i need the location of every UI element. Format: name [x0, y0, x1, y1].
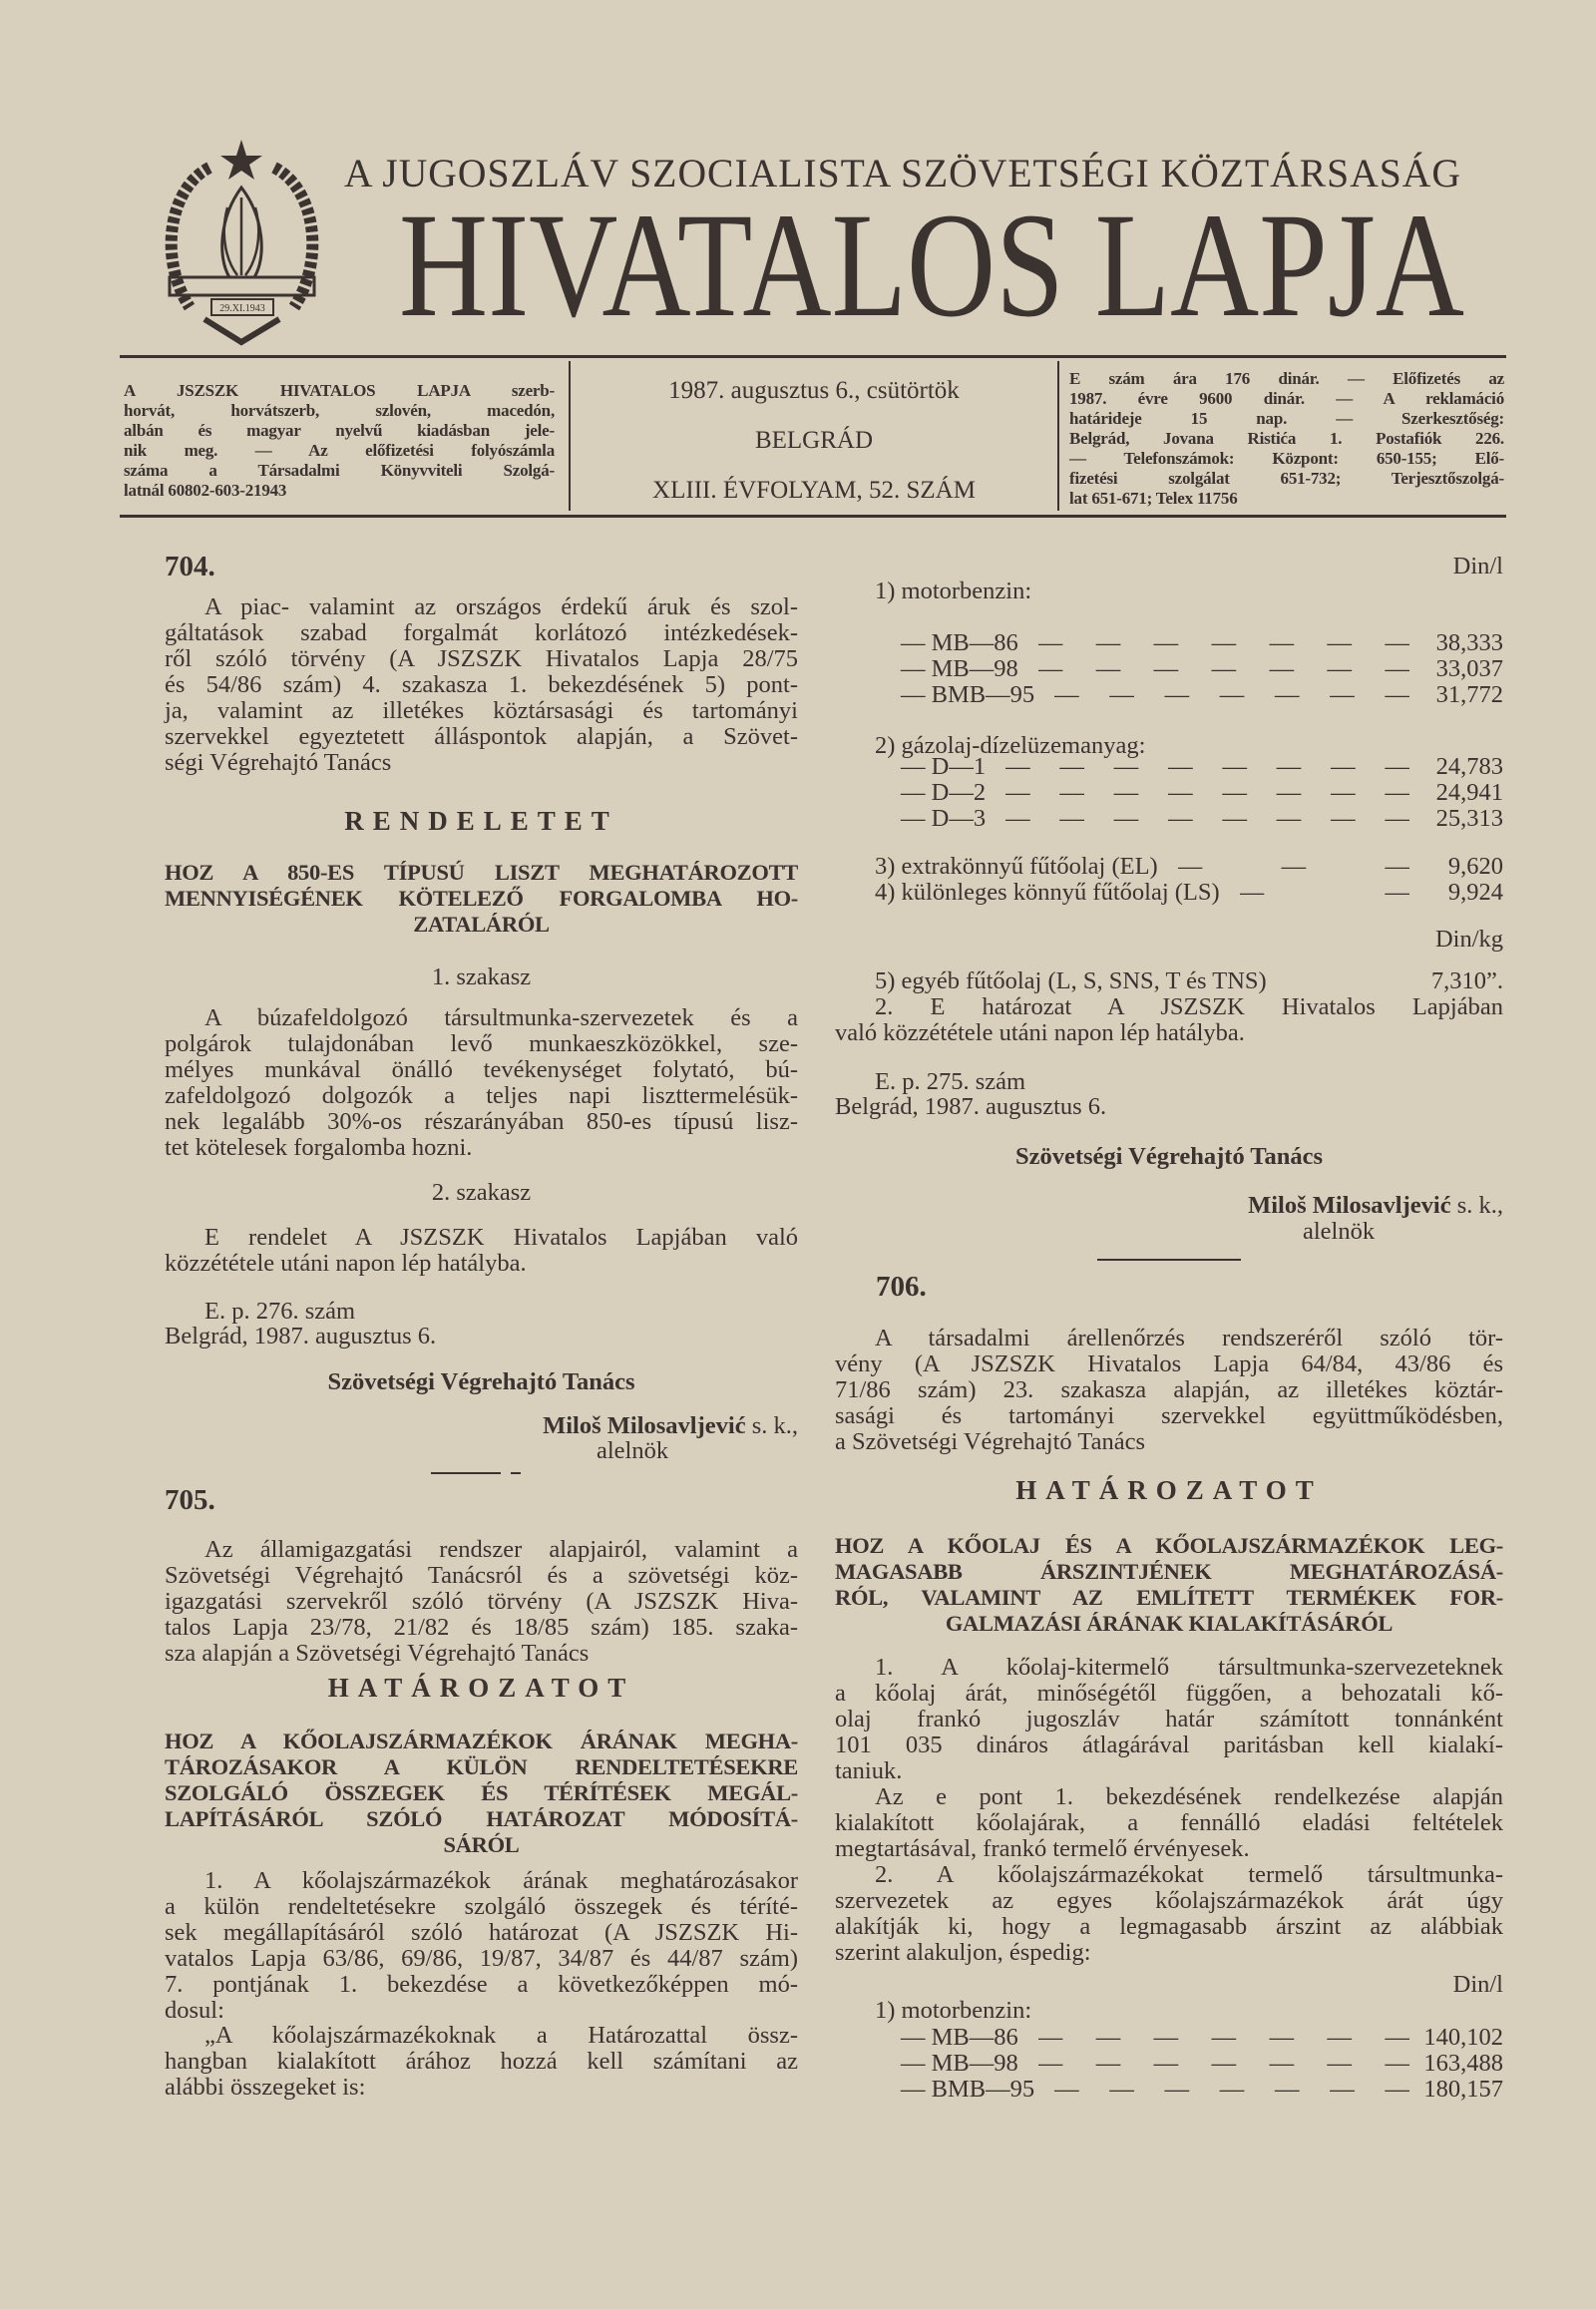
- subscription-info: [124, 381, 555, 501]
- price-label: — D—3: [901, 805, 987, 832]
- price-value: 33,037: [1435, 655, 1503, 682]
- text-line: szervekkel egyeztetett álláspontok alapján, a Szövet-: [165, 723, 798, 750]
- price-row: [901, 2051, 1503, 2077]
- text-line: fizetési szolgálat 651-732; Terjesztőszolgá-: [1069, 469, 1504, 488]
- act-type: RENDELETET: [344, 806, 618, 836]
- text-line: dosul:: [165, 1997, 224, 2024]
- group-title: 1) motorbenzin:: [875, 1997, 1032, 2024]
- text-line: 2. A kőolajszármazékokat termelő társultmunka-: [875, 1861, 1503, 1888]
- issuing-body: Szövetségi Végrehajtó Tanács: [327, 1368, 635, 1395]
- leader-dashes: — — — — — — —: [1037, 2051, 1409, 2077]
- text-line: nik meg. — Az előfizetési folyószámla: [124, 441, 555, 460]
- text-line: MENNYISÉGÉNEK KÖTELEZŐ FORGALOMBA HO-: [165, 886, 798, 911]
- s705-p3: [835, 994, 1503, 1046]
- text-line: Szövetségi Végrehajtó Tanácsról és a szövetségi köz-: [165, 1562, 798, 1589]
- reference-number: E. p. 276. szám: [204, 1298, 356, 1325]
- svg-text:29.XI.1943: 29.XI.1943: [219, 303, 265, 314]
- text-line: a Szövetségi Végrehajtó Tanács: [835, 1428, 1146, 1455]
- text-line: taniuk.: [835, 1757, 903, 1784]
- text-line: E szám ára 176 dinár. — Előfizetés az: [1069, 369, 1504, 388]
- price-label: — MB—98: [901, 2050, 1018, 2077]
- masthead-subtitle: A JUGOSZLÁV SZOCIALISTA SZÖVETSÉGI KÖZTÁRSASÁG: [344, 151, 1461, 195]
- text-line: lat 651-671; Telex 11756: [1069, 489, 1238, 508]
- text-line: olaj frankó jugoszláv határ számított tonnánként: [835, 1706, 1503, 1732]
- text-line: száma a Társadalmi Könyvviteli Szolgá-: [124, 461, 555, 480]
- leader-dashes: — — — — — — —: [1037, 630, 1409, 656]
- unit-label: Din/l: [1452, 1971, 1503, 1998]
- text-line: szerint alakuljon, éspedig:: [835, 1939, 1091, 1966]
- text-line: — Telefonszámok: Központ: 650-155; Elő-: [1069, 449, 1504, 468]
- text-line: határideje 15 nap. — Szerkesztőség:: [1069, 409, 1504, 428]
- price-row: [901, 630, 1503, 656]
- price-label: 3) extrakönnyű fűtőolaj (EL): [875, 853, 1158, 880]
- text-line: 7. pontjának 1. bekezdése a következőképpen mó-: [165, 1971, 798, 1998]
- price-row: [901, 780, 1503, 806]
- text-line: kialakított kőolajárak, a fennálló eladási feltételek: [835, 1809, 1503, 1836]
- price-value: 9,924: [1447, 879, 1503, 906]
- text-line: a kőolaj árát, minőségétől függően, a behozatali kő-: [835, 1680, 1503, 1707]
- s705-p2: [165, 2023, 798, 2101]
- s705-title: [165, 1729, 798, 1858]
- text-line: MAGASABB ÁRSZINTJÉNEK MEGHATÁROZÁSÁ-: [835, 1559, 1503, 1584]
- text-line: A búzafeldolgozó társultmunka-szervezetek és a: [204, 1004, 798, 1031]
- leader-dashes: — — — — — — —: [1054, 2077, 1409, 2103]
- section-separator: [431, 1472, 501, 1474]
- signer-title: alelnök: [597, 1437, 669, 1464]
- text-line: latnál 60802-603-21943: [124, 481, 287, 500]
- masthead-title: HIVATALOS LAPJA: [399, 183, 1464, 348]
- signer-suffix: s. k.,: [751, 1412, 798, 1439]
- text-line: sek megállapításáról szóló határozat (A JSZSZK Hi-: [165, 1919, 798, 1946]
- price-label: — MB—86: [901, 629, 1018, 656]
- unit-label: Din/l: [1452, 553, 1503, 579]
- section-title: 2. szakasz: [431, 1179, 532, 1206]
- price-value: 24,783: [1435, 753, 1503, 780]
- text-line: „A kőolajszármazékoknak a Határozattal össz-: [204, 2022, 798, 2049]
- section-number-706: 706.: [876, 1271, 927, 1303]
- text-line: talos Lapja 23/78, 21/82 és 18/85 szám) 185. szaka-: [165, 1614, 798, 1641]
- price-row: [901, 754, 1503, 780]
- section-number-705: 705.: [165, 1484, 215, 1516]
- text-line: való közzététele utáni napon lép hatályba.: [835, 1019, 1245, 1046]
- text-line: zafeldolgozó dolgozók a teljes napi liszttermelésük-: [165, 1082, 798, 1109]
- signer-name: Miloš Milosavljević: [543, 1412, 746, 1439]
- s706-p3: [835, 1862, 1503, 1966]
- header-bottom-rule: [120, 515, 1506, 518]
- s704-sec2: [165, 1225, 798, 1277]
- text-line: HOZ A KŐOLAJSZÁRMAZÉKOK ÁRÁNAK MEGHA-: [165, 1729, 798, 1753]
- price-row: [901, 656, 1503, 682]
- s706-p2: [835, 1784, 1503, 1862]
- price-label: — D—1: [901, 753, 987, 780]
- text-line: Belgrád, Jovana Ristića 1. Postafiók 226.: [1069, 429, 1504, 448]
- place-date: Belgrád, 1987. augusztus 6.: [165, 1323, 437, 1349]
- leader-dashes: — — — — — — — —: [1005, 754, 1409, 780]
- text-line: 71/86 szám) 23. szakasza alapján, az illetékes köztár-: [835, 1376, 1503, 1403]
- price-value: 24,941: [1435, 779, 1503, 806]
- text-line: tet kötelesek forgalomba hozni.: [165, 1134, 473, 1161]
- price-value: 9,620: [1447, 853, 1503, 880]
- act-type: HATÁROZATOT: [1015, 1475, 1323, 1505]
- place-date: Belgrád, 1987. augusztus 6.: [835, 1093, 1107, 1120]
- emblem-icon: [150, 138, 334, 347]
- text-line: alábbi összegeket is:: [165, 2074, 366, 2101]
- price-label: — BMB—95: [901, 2076, 1035, 2103]
- leader-dashes: — — — — — — — —: [1005, 780, 1409, 806]
- text-line: hangban kialakított árához hozzá kell számítani az: [165, 2048, 798, 2075]
- text-line: mélyes munkával önálló tevékenységet folytató, bú-: [165, 1056, 798, 1083]
- text-line: horvát, horvátszerb, szlovén, macedón,: [124, 401, 555, 420]
- price-row: [901, 2025, 1503, 2051]
- price-contact-info: [1069, 369, 1504, 509]
- leader-dashes: — — —: [1177, 854, 1409, 880]
- signature: [165, 1413, 798, 1439]
- price-label: 5) egyéb fűtőolaj (L, S, SNS, T és TNS): [875, 967, 1267, 994]
- price-row: [901, 2077, 1503, 2103]
- price-label: — D—2: [901, 779, 987, 806]
- section-separator: [511, 1472, 521, 1474]
- s706-intro: [835, 1326, 1503, 1455]
- text-line: gáltatások szabad forgalmát korlátozó intézkedések-: [165, 619, 798, 646]
- unit-label: Din/kg: [1434, 926, 1503, 953]
- act-type: HATÁROZATOT: [327, 1673, 635, 1703]
- text-line: HOZ A KŐOLAJ ÉS A KŐOLAJSZÁRMAZÉKOK LEG-: [835, 1533, 1503, 1558]
- text-line: alakítják ki, hogy a legmagasabb árszint az alábbiak: [835, 1913, 1503, 1940]
- s704-title: [165, 860, 798, 938]
- s706-title: [835, 1533, 1503, 1637]
- s705-intro: [165, 1537, 798, 1667]
- price-value: 25,313: [1435, 805, 1503, 832]
- text-line: igazgatási szervekről szóló törvény (A JSZSZK Hiva-: [165, 1588, 798, 1615]
- text-line: RÓL, VALAMINT AZ EMLÍTETT TERMÉKEK FOR-: [835, 1585, 1503, 1610]
- text-line: 1. A kőolajszármazékok árának meghatározásakor: [204, 1867, 798, 1894]
- issuing-body: Szövetségi Végrehajtó Tanács: [1014, 1143, 1324, 1170]
- text-line: A piac- valamint az országos érdekű áruk és szol-: [204, 593, 798, 620]
- text-line: A JSZSZK HIVATALOS LAPJA szerb-: [124, 381, 555, 400]
- text-line: 1. A kőolaj-kitermelő társultmunka-szervezeteknek: [875, 1654, 1503, 1681]
- leader-dashes: — — — — — — —: [1054, 682, 1409, 708]
- text-line: Az e pont 1. bekezdésének rendelkezése alapján: [875, 1783, 1503, 1810]
- text-line: 101 035 dináros átlagárával paritásban kell kialakí-: [835, 1732, 1503, 1758]
- text-line: sasági és tartományi szervekkel együttműködésben,: [835, 1402, 1503, 1429]
- text-line: közzététele utáni napon lép hatályba.: [165, 1250, 527, 1277]
- price-list-heating-oil: [875, 854, 1503, 906]
- text-line: sza alapján a Szövetségi Végrehajtó Tanács: [165, 1640, 590, 1667]
- section-separator: [1097, 1259, 1241, 1261]
- text-line: TÁROZÁSAKOR A KÜLÖN RENDELTETÉSEKRE: [165, 1754, 798, 1779]
- leader-dashes: — — — — — — —: [1037, 656, 1409, 682]
- price-value: 140,102: [1423, 2024, 1503, 2051]
- issue-date: 1987. augusztus 6., csütörtök: [668, 377, 960, 404]
- text-line: szervezetek az egyes kőolajszármazékok árát úgy: [835, 1887, 1503, 1914]
- text-line: 2. E határozat A JSZSZK Hivatalos Lapjában: [875, 993, 1503, 1020]
- text-line: ja, valamint az illetékes köztársasági és tartományi: [165, 697, 798, 724]
- text-line: ségi Végrehajtó Tanács: [165, 749, 392, 776]
- issue-city: BELGRÁD: [754, 427, 874, 454]
- text-line: GALMAZÁSI ÁRÁNAK KIALAKÍTÁSÁRÓL: [945, 1611, 1394, 1636]
- issue-volume: XLIII. ÉVFOLYAM, 52. SZÁM: [652, 477, 976, 504]
- text-line: albán és magyar nyelvű kiadásban jele-: [124, 421, 555, 440]
- price-value: 180,157: [1423, 2076, 1503, 2103]
- price-list-gasoline: [901, 630, 1503, 708]
- group-title: 2) gázolaj-dízelüzemanyag:: [875, 732, 1146, 759]
- s704-intro: [165, 594, 798, 776]
- price-row: [901, 806, 1503, 832]
- signer-suffix: s. k.,: [1456, 1192, 1503, 1219]
- divider: [1057, 361, 1059, 511]
- state-emblem: [150, 138, 334, 347]
- text-line: E rendelet A JSZSZK Hivatalos Lapjában való: [204, 1224, 798, 1251]
- reference-number: E. p. 275. szám: [875, 1068, 1026, 1095]
- text-line: ről szóló törvény (A JSZSZK Hivatalos Lapja 28/75: [165, 645, 798, 672]
- text-line: A társadalmi árellenőrzés rendszeréről szóló tör-: [875, 1325, 1503, 1351]
- price-list-gasoline-max: [901, 2025, 1503, 2103]
- price-label: — MB—98: [901, 655, 1018, 682]
- price-list-diesel: [901, 754, 1503, 832]
- text-line: SÁRÓL: [443, 1832, 520, 1857]
- text-line: a külön rendeltetésekre szolgáló összegek és téríté-: [165, 1893, 798, 1920]
- text-line: és 54/86 szám) 4. szakasza 1. bekezdésének 5) pont-: [165, 671, 798, 698]
- text-line: megtartásával, frankó termelő érvényesek.: [835, 1835, 1250, 1862]
- leader-dashes: — —: [1239, 880, 1409, 906]
- text-line: 1987. évre 9600 dinár. — A reklamáció: [1069, 389, 1504, 408]
- price-value: 7,310”.: [1430, 967, 1503, 994]
- price-label: 4) különleges könnyű fűtőolaj (LS): [875, 879, 1220, 906]
- text-line: vény (A JSZSZK Hivatalos Lapja 64/84, 43/86 és: [835, 1350, 1503, 1377]
- price-row: [901, 682, 1503, 708]
- header-top-rule: [120, 355, 1506, 358]
- text-line: ZATALÁRÓL: [413, 912, 550, 937]
- text-line: LAPÍTÁSÁRÓL SZÓLÓ HATÁROZAT MÓDOSÍTÁ-: [165, 1806, 798, 1831]
- price-row: [875, 854, 1503, 880]
- price-value: 163,488: [1423, 2050, 1503, 2077]
- s706-body: [835, 1655, 1503, 1966]
- price-row: [875, 880, 1503, 906]
- price-value: 31,772: [1435, 681, 1503, 708]
- text-line: polgárok tulajdonában levő munkaeszközökkel, sze-: [165, 1030, 798, 1057]
- price-label: — MB—86: [901, 2024, 1018, 2051]
- section-number-704: 704.: [165, 551, 215, 582]
- text-line: vatalos Lapja 63/86, 69/86, 19/87, 34/87 és 44/87 szám): [165, 1945, 798, 1972]
- issue-info: [571, 377, 1057, 505]
- text-line: nek legalább 30%-os részarányában 850-es típusú lisz-: [165, 1108, 798, 1135]
- section-title: 1. szakasz: [431, 963, 532, 990]
- s704-sec1: [165, 1005, 798, 1161]
- leader-dashes: — — — — — — —: [1037, 2025, 1409, 2051]
- group-title: 1) motorbenzin:: [875, 577, 1032, 604]
- text-line: Az államigazgatási rendszer alapjairól, valamint a: [204, 1536, 798, 1563]
- signer-name: Miloš Milosavljević: [1248, 1192, 1451, 1219]
- price-value: 38,333: [1435, 629, 1503, 656]
- signature: [835, 1193, 1503, 1219]
- price-row: [875, 968, 1503, 994]
- text-line: HOZ A 850-ES TÍPUSÚ LISZT MEGHATÁROZOTT: [165, 860, 798, 885]
- price-label: — BMB—95: [901, 681, 1035, 708]
- s705-p1: [165, 1868, 798, 2024]
- text-line: SZOLGÁLÓ ÖSSZEGEK ÉS TÉRÍTÉSEK MEGÁL-: [165, 1780, 798, 1805]
- signer-title: alelnök: [1303, 1218, 1376, 1245]
- s706-p1: [835, 1655, 1503, 1784]
- leader-dashes: — — — — — — — —: [1005, 806, 1409, 832]
